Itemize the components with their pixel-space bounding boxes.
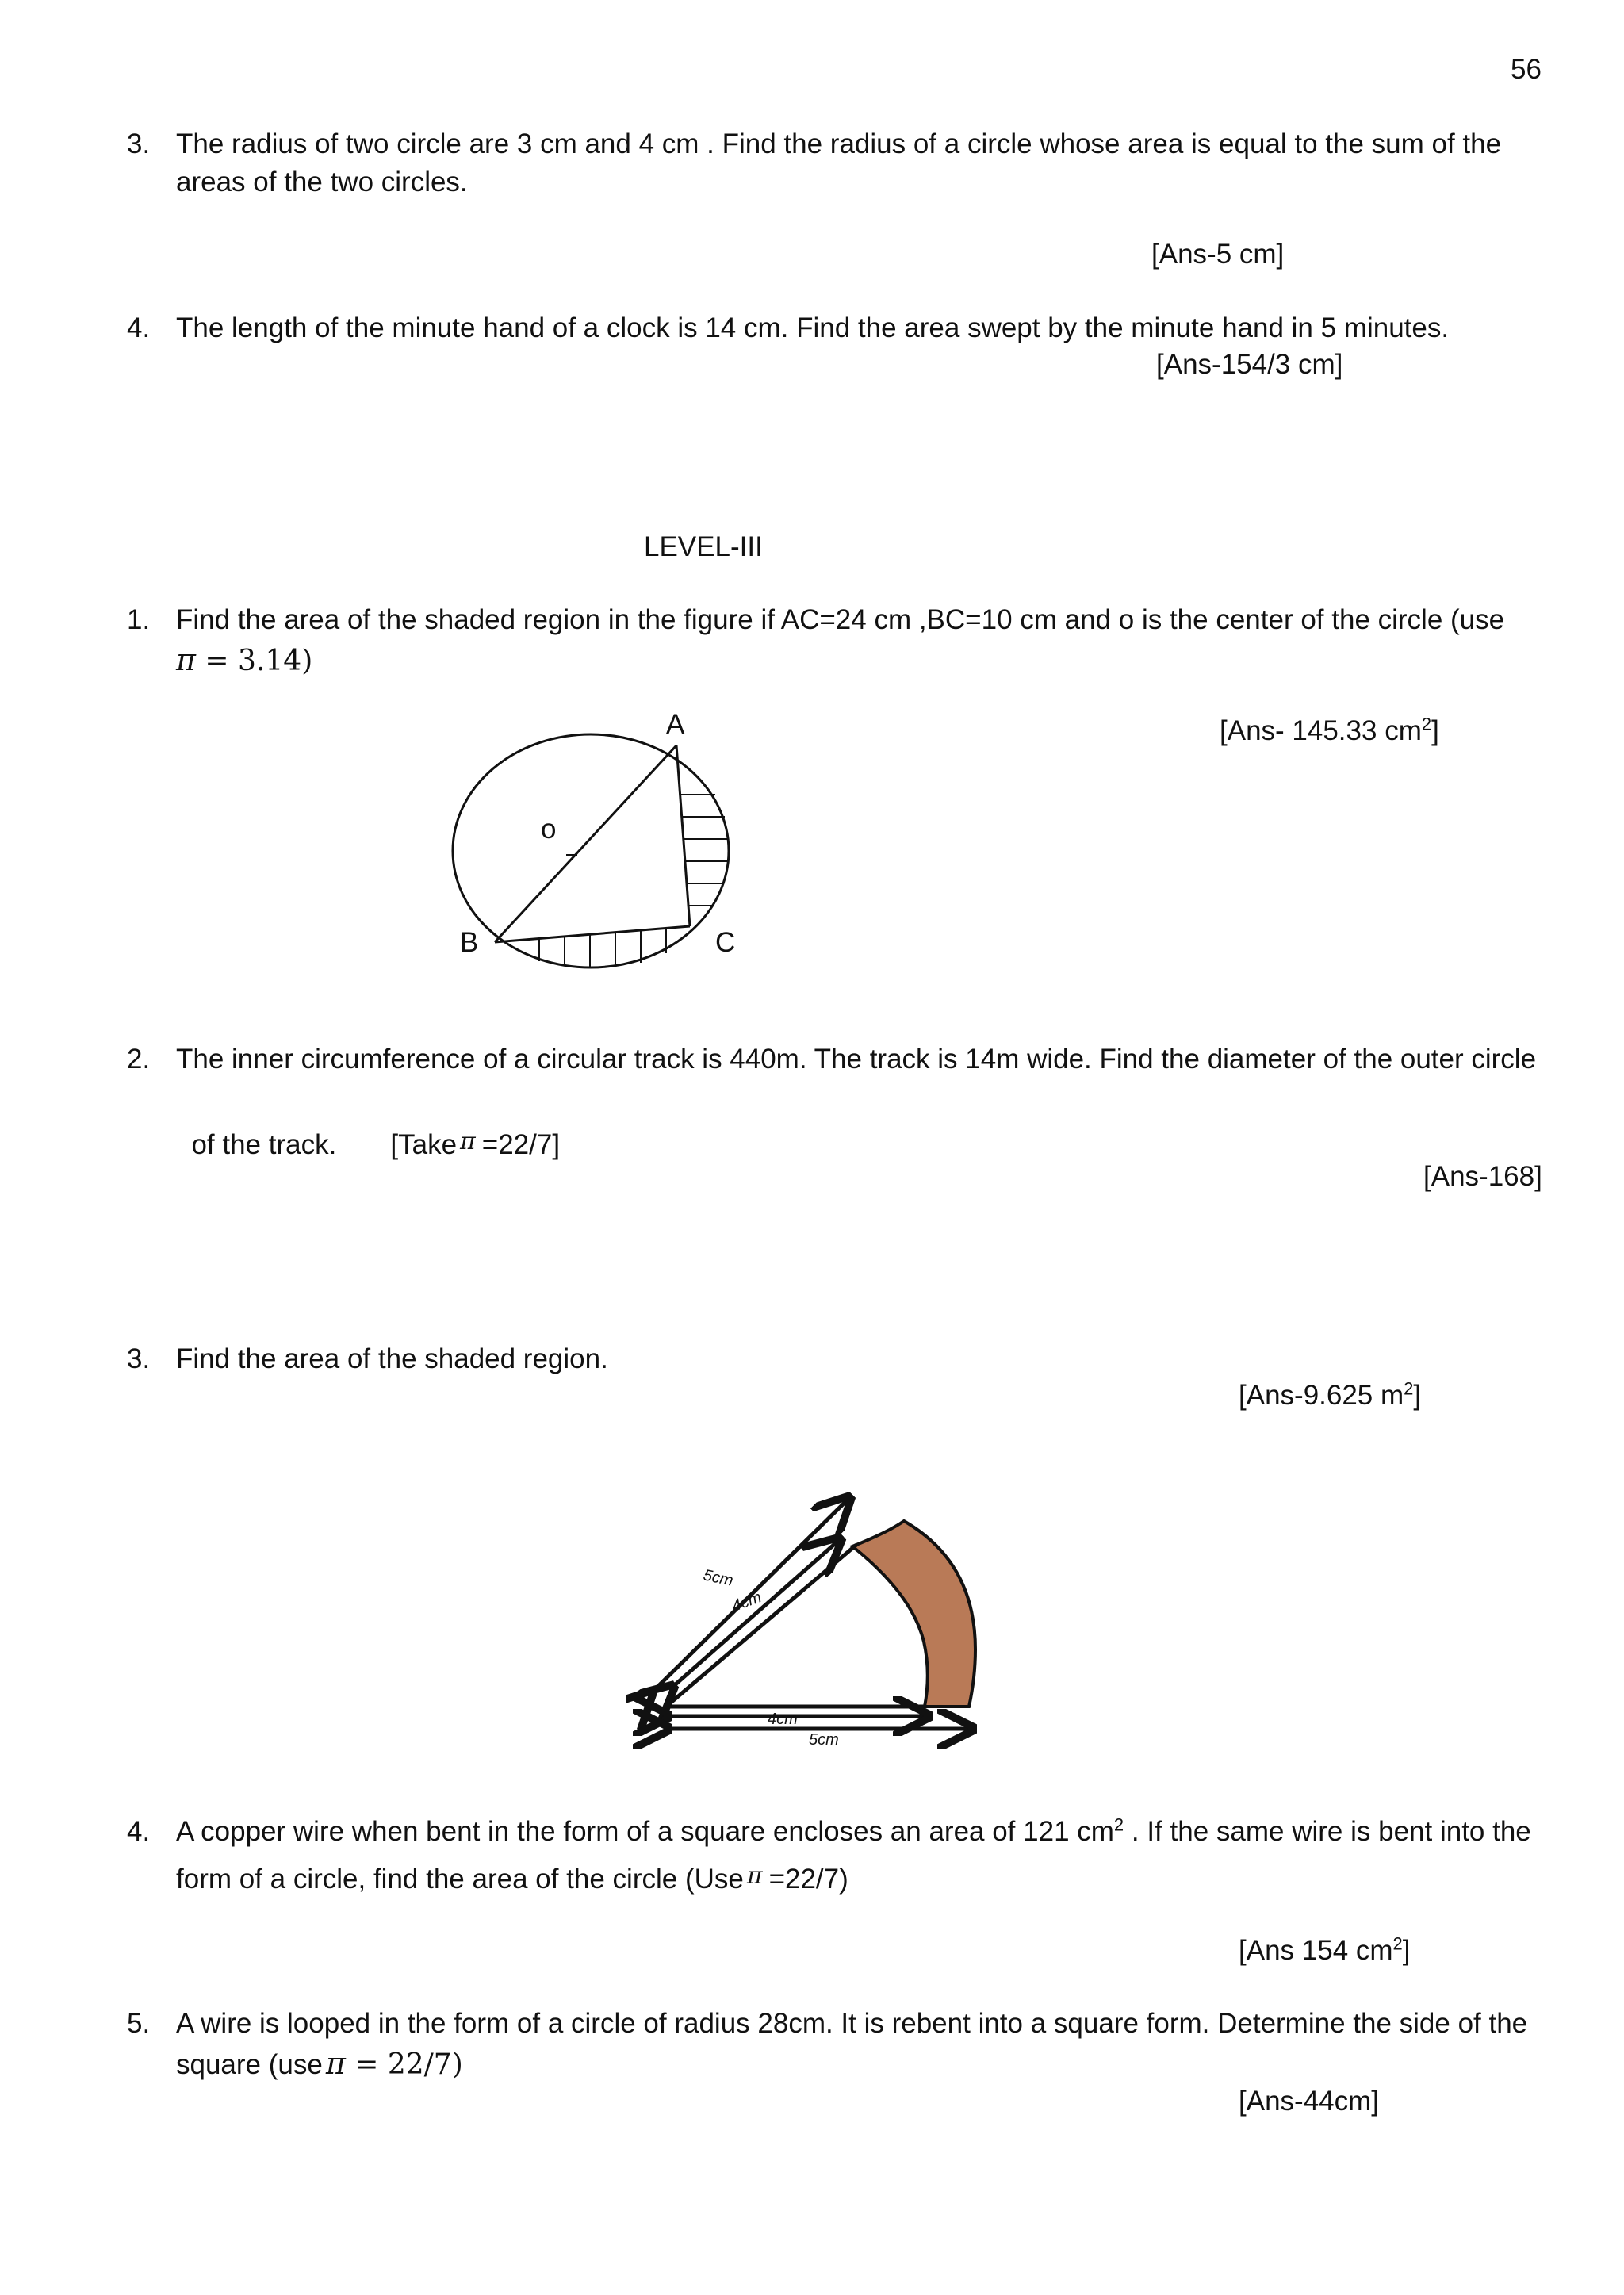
question-text: Find the area of the shaded region in the figure if AC=24 cm ,BC=10 cm and o is the center of the circle (use <box>176 604 1505 635</box>
pi-symbol: π <box>746 1862 763 1890</box>
page-number: 56 <box>1511 54 1542 85</box>
question-number: 4. <box>127 312 151 343</box>
pi-symbol: π <box>460 1128 476 1155</box>
question-number: 2. <box>127 1044 151 1075</box>
pi-value: = 3.14) <box>195 645 313 677</box>
label-b: B <box>460 927 479 958</box>
question-text: form of a circle, find the area of the circle (Use π =22/7) <box>176 1862 848 1895</box>
answer-text: [Ans-168] <box>1423 1161 1542 1192</box>
question-text: square (use π = 22/7) <box>176 2046 463 2081</box>
side-bc <box>495 926 690 942</box>
sector-track-figure <box>626 1483 999 1768</box>
pi-symbol: π <box>176 642 196 677</box>
answer-text: [Ans-154/3 cm] <box>1156 349 1343 380</box>
inner-slant-arrow <box>670 1542 837 1689</box>
label-inner-base: 4cm <box>768 1711 798 1728</box>
question-text: A wire is looped in the form of a circle of radius 28cm. It is rebent into a square form. Determine the side of the <box>176 2008 1528 2039</box>
question-number: 3. <box>127 1343 151 1374</box>
side-ac <box>676 745 690 926</box>
question-text: A copper wire when bent in the form of a square encloses an area of 121 $cm^2$ . If the same wire is bent into the <box>176 1814 1531 1847</box>
label-inner-slant: 4cm <box>730 1588 764 1615</box>
answer-text: [Ans- 145.33 $cm^2$] <box>1220 714 1439 746</box>
diameter-ab <box>495 745 676 942</box>
question-number: 5. <box>127 2008 151 2039</box>
label-o: o <box>541 814 557 845</box>
answer-text: [Ans-44cm] <box>1239 2086 1379 2117</box>
question-text: The radius of two circle are 3 cm and 4 cm . Find the radius of a circle whose area is equal to the sum of the <box>176 128 1502 159</box>
answer-text: [Ans-9.625 $m^2$] <box>1239 1378 1422 1411</box>
label-a: A <box>666 709 685 740</box>
question-text: The length of the minute hand of a clock is 14 cm. Find the area swept by the minute hand in 5 minutes. <box>176 312 1450 343</box>
pi-symbol: π <box>325 2046 346 2081</box>
question-number: 3. <box>127 128 151 159</box>
circle-outline <box>453 734 729 967</box>
question-text: of the track. [Take π =22/7] <box>191 1128 561 1160</box>
answer-text: [Ans-5 cm] <box>1151 239 1285 270</box>
label-outer-slant: 5cm <box>701 1566 735 1590</box>
circle-triangle-figure <box>428 706 761 983</box>
pi-expression <box>176 641 312 680</box>
label-c: C <box>715 927 736 958</box>
question-number: 4. <box>127 1816 151 1847</box>
shaded-track <box>852 1521 975 1707</box>
question-text: Find the area of the shaded region. <box>176 1343 608 1374</box>
inner-slant-side <box>666 1545 856 1707</box>
label-outer-base: 5cm <box>809 1731 839 1749</box>
question-number: 1. <box>127 604 151 635</box>
level-heading: LEVEL-III <box>644 531 763 562</box>
answer-text: [Ans 154 $cm^2$] <box>1239 1933 1411 1966</box>
question-text: The inner circumference of a circular track is 440m. The track is 14m wide. Find the diameter of the outer circle <box>176 1044 1537 1075</box>
question-text: areas of the two circles. <box>176 167 468 197</box>
pi-value: = 22/7) <box>345 2048 463 2081</box>
